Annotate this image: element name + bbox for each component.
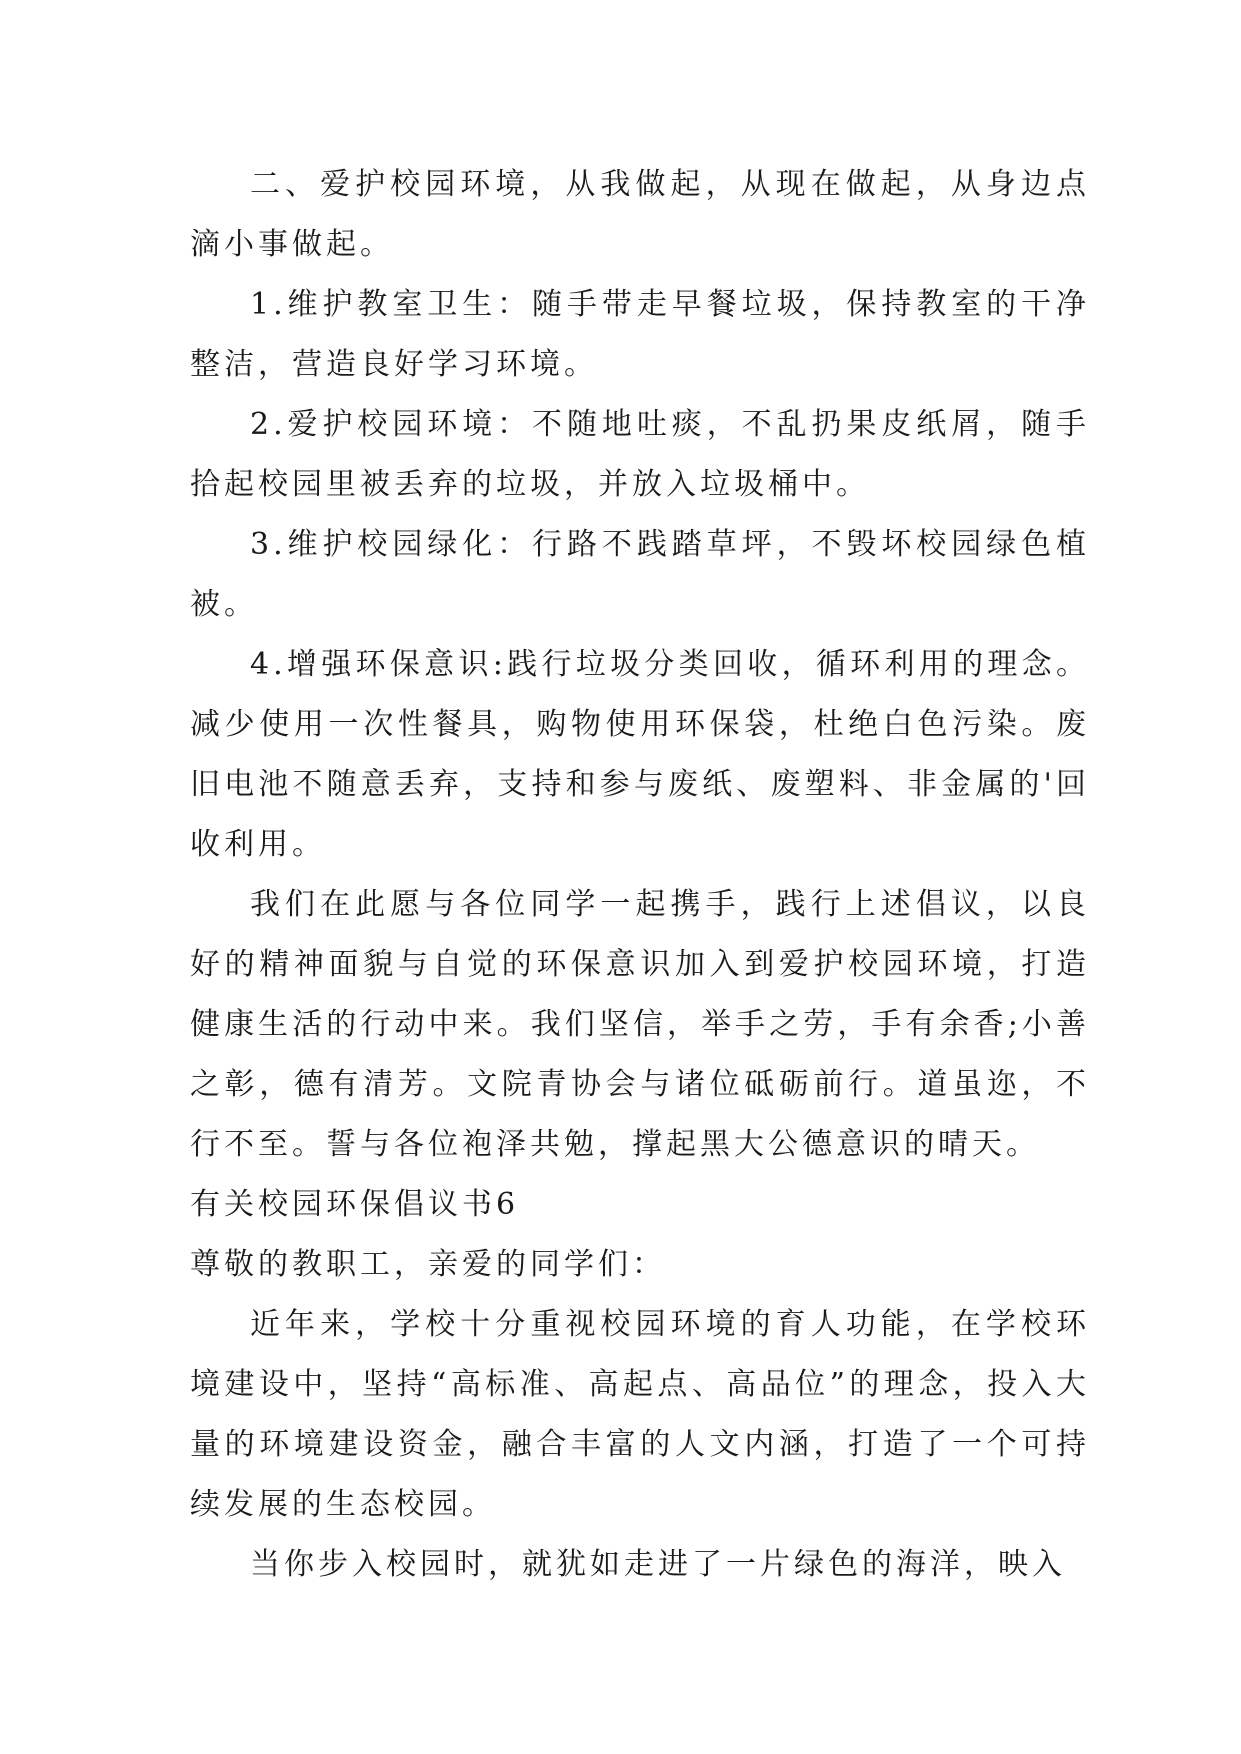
section-heading-paragraph: 二、爱护校园环境，从我做起，从现在做起，从身边点滴小事做起。 <box>190 167 1090 262</box>
salutation: 尊敬的教职工，亲爱的同学们： <box>190 1247 666 1282</box>
list-item-1: 1.维护教室卫生：随手带走早餐垃圾，保持教室的干净整洁，营造良好学习环境。 <box>190 287 1090 382</box>
list-item-4: 4.增强环保意识:践行垃圾分类回收，循环利用的理念。减少使用一次性餐具，购物使用环保袋，杜绝白色污染。废旧电池不随意丢弃，支持和参与废纸、废塑料、非金属的'回收利用。 <box>190 647 1090 862</box>
list-item-3: 3.维护校园绿化：行路不践踏草坪，不毁坏校园绿色植被。 <box>190 527 1090 622</box>
body-paragraph-continued: 当你步入校园时，就犹如走进了一片绿色的海洋，映入 <box>250 1547 1066 1582</box>
document-title: 有关校园环保倡议书6 <box>190 1187 520 1222</box>
body-paragraph: 近年来，学校十分重视校园环境的育人功能，在学校环境建设中，坚持“高标准、高起点、高品位”的理念，投入大量的环境建设资金，融合丰富的人文内涵，打造了一个可持续发展的生态校园。 <box>190 1307 1090 1522</box>
document-body <box>190 155 1090 1595</box>
list-item-2: 2.爱护校园环境：不随地吐痰，不乱扔果皮纸屑，随手拾起校园里被丢弃的垃圾，并放入垃圾桶中。 <box>190 407 1090 502</box>
closing-paragraph: 我们在此愿与各位同学一起携手，践行上述倡议，以良好的精神面貌与自觉的环保意识加入到爱护校园环境，打造健康生活的行动中来。我们坚信，举手之劳，手有余香;小善之彰，德有清芳。文院青协会与诸位砥砺前行。道虽迩，不行不至。誓与各位袍泽共勉，撑起黑大公德意识的晴天。 <box>190 887 1090 1162</box>
